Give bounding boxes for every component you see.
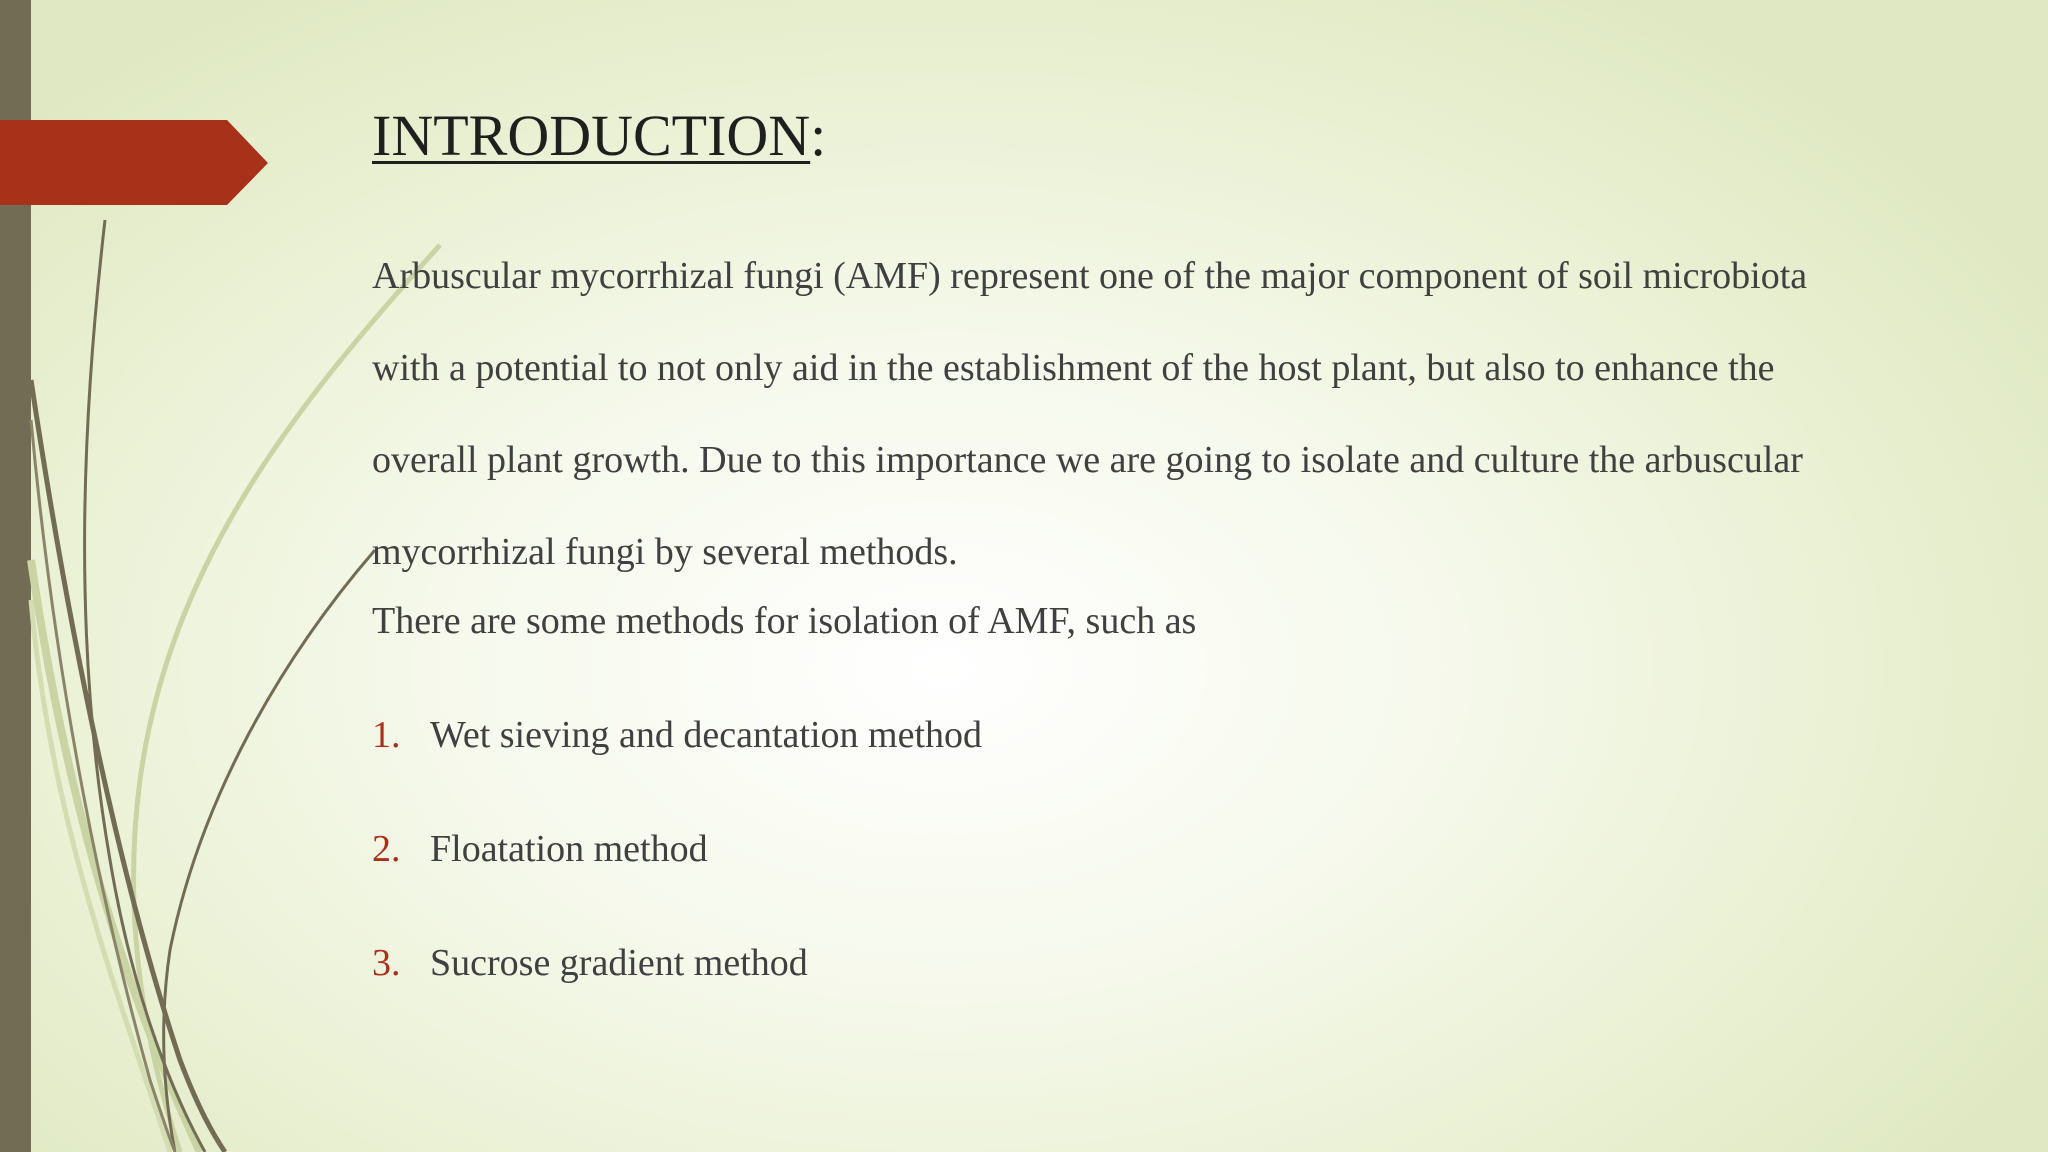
decor-curve-dark-1 [85,220,205,1152]
list-item [372,822,708,876]
decor-curve-light-2 [31,560,200,1152]
list-label: Wet sieving and decantation method [430,714,983,756]
list-item [372,936,808,990]
paragraph-line: overall plant growth. Due to this importance we are going to isolate and culture the arbuscular [372,439,1803,481]
list-item [372,708,982,762]
slide-content [372,96,1872,984]
list-label: Sucrose gradient method [430,942,808,984]
title-text: INTRODUCTION [372,103,811,168]
intro-paragraph [372,230,1872,598]
methods-intro: There are some methods for isolation of AMF, such as [372,600,1197,642]
title-colon: : [810,103,827,168]
decor-curve-dark-3 [31,380,225,1152]
decor-curve-dark-2 [164,550,375,1152]
red-arrow-tab [0,120,268,205]
list-number: 3. [372,942,401,984]
list-number: 1. [372,714,401,756]
paragraph-line: Arbuscular mycorrhizal fungi (AMF) represent one of the major component of soil microbiota [372,255,1808,297]
slide-title [372,96,1872,176]
paragraph-line: mycorrhizal fungi by several methods. [372,531,958,573]
list-number: 2. [372,828,401,870]
list-label: Floatation method [430,828,708,870]
paragraph-line: with a potential to not only aid in the establishment of the host plant, but also to enhance the [372,347,1775,389]
